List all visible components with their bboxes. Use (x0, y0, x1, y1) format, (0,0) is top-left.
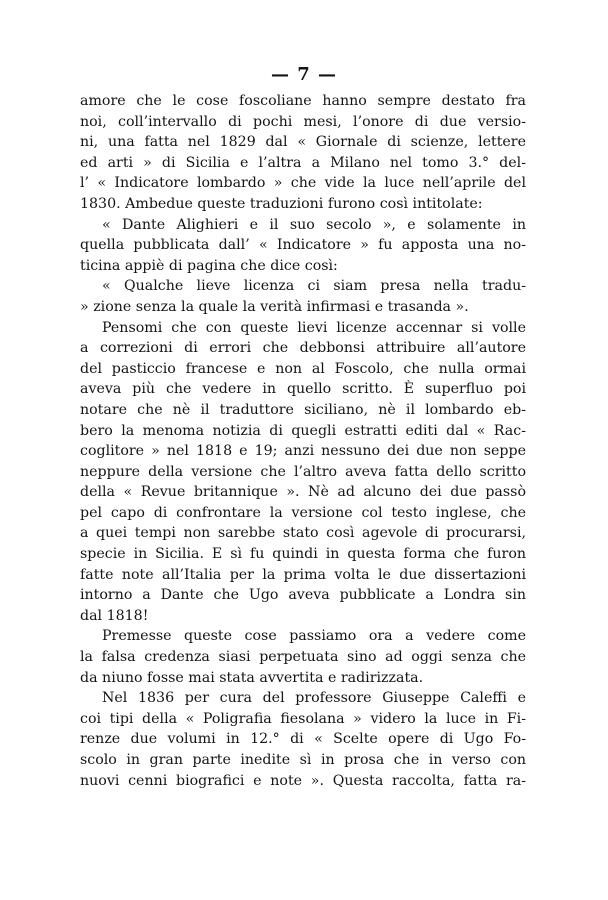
text-line: quella pubblicata dall’ « Indicatore » fu apposta una no- (80, 237, 526, 254)
text-line: della « Revue britannique ». Nè ad alcuno dei due passò (80, 484, 526, 501)
text-line: ni, una fatta nel 1829 dal « Giornale di scienze, lettere (80, 134, 526, 151)
text-line: bero la menoma notizia di quegli estratti editi dal « Rac- (80, 422, 526, 439)
text-line: « Qualche lieve licenza ci siam presa nella tradu- (102, 278, 526, 295)
text-line: dal 1818! (80, 607, 149, 624)
text-line: amore che le cose foscoliane hanno sempre destato fra (80, 93, 526, 109)
text-line: notare che nè il traduttore siciliano, nè il lombardo eb- (80, 401, 526, 418)
text-line: del pasticcio francese e non al Foscolo, che nulla ormai (80, 360, 526, 377)
text-line: coi tipi della « Poligrafia fiesolana » videro la luce in Fi- (80, 710, 526, 727)
text-line: ed arti » di Sicilia e l’altra a Milano nel tomo 3.° del- (80, 154, 526, 171)
text-line: neppure della versione che l’altro aveva fatta dello scritto (80, 463, 526, 480)
text-line: Premesse queste cose passiamo ora a vedere come (102, 628, 526, 645)
page-number: — 7 — (270, 64, 338, 85)
text-line: scolo in gran parte inedite sì in prosa che in verso con (80, 752, 526, 768)
text-line: da niuno fosse mai stata avvertita e radirizzata. (80, 669, 424, 686)
text-line: « Dante Alighieri e il suo secolo », e solamente in (102, 216, 526, 233)
text-line: a correzioni di errori che debbonsi attribuire all’autore (80, 340, 526, 357)
text-line: nuovi cenni biografici e note ». Questa raccolta, fatta ra- (80, 772, 526, 789)
text-line: ticina appiè di pagina che dice così: (80, 257, 338, 274)
text-line: Pensomi che con queste lievi licenze accennar si volle (102, 319, 526, 336)
text-line: Nel 1836 per cura del professore Giuseppe Caleffi e (102, 690, 526, 707)
text-line: l’ « Indicatore lombardo » che vide la luce nell’aprile del (80, 175, 526, 192)
text-line: specie in Sicilia. E sì fu quindi in questa forma che furon (80, 546, 526, 563)
text-line: aveva più che vedere in quello scritto. È superfluo poi (80, 381, 526, 398)
text-line: pel capo di confrontare la versione col testo inglese, che (80, 504, 526, 521)
text-line: intorno a Dante che Ugo aveva pubblicate a Londra sin (80, 587, 526, 604)
text-line: fatte note all’Italia per la prima volta le due dissertazioni (80, 566, 526, 583)
text-line: coglitore » nel 1818 e 19; anzi nessuno dei due non seppe (80, 443, 526, 460)
text-line: noi, coll’intervallo di pochi mesi, l’onore di due versio- (80, 113, 526, 130)
text-line: renze due volumi in 12.° di « Scelte opere di Ugo Fo- (80, 731, 526, 748)
text-line: » zione senza la quale la verità infirmasi e trasanda ». (80, 298, 469, 315)
text-line: la falsa credenza siasi perpetuata sino ad oggi senza che (80, 649, 526, 666)
body-text (80, 91, 526, 791)
text-line: 1830. Ambedue queste traduzioni furono così intitolate: (80, 195, 483, 212)
text-line: a quei tempi non sarebbe stato così agevole di procurarsi, (80, 525, 526, 542)
